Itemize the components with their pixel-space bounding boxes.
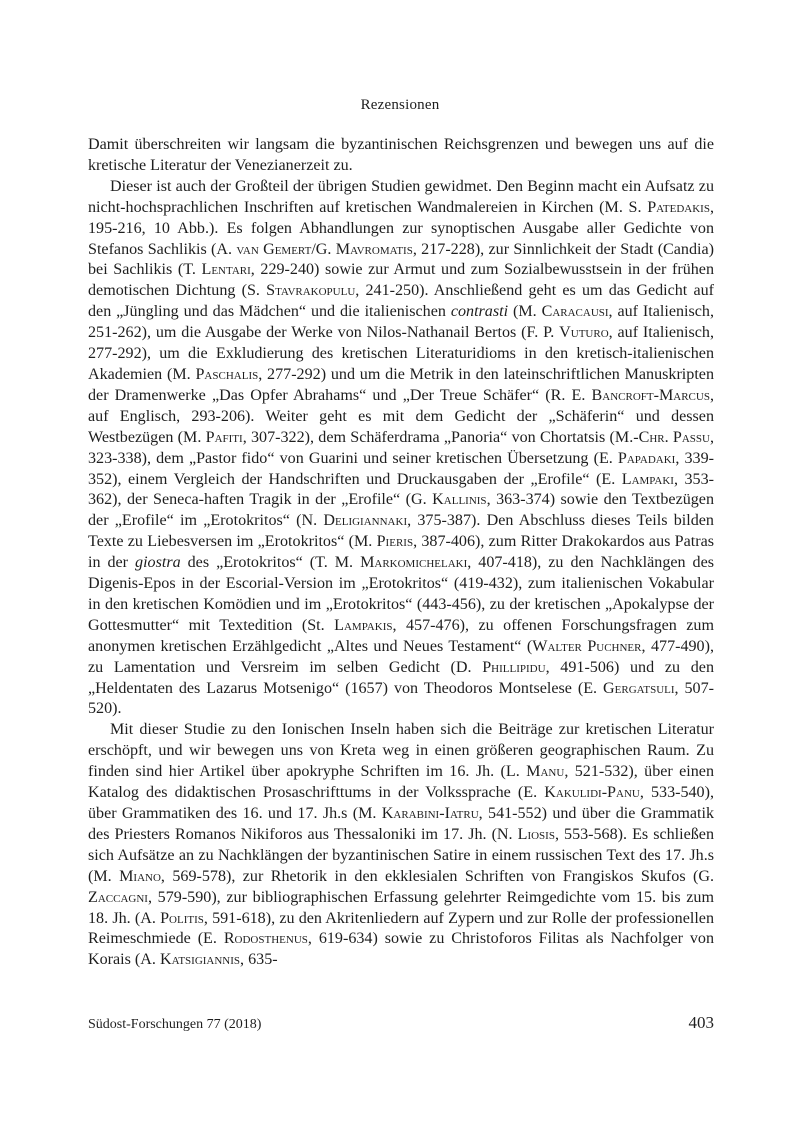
text-run: , 229-240) sowie zur Armut und zum Sozialbewusstsein in der frühen demotischen Dichtung (S. <box>88 261 714 300</box>
text-run: , 579-590), zur bibliographischen Erfassung gelehrter Reimgedichte vom 15. bis zum 18. Jh. (A. <box>88 888 714 927</box>
paragraph <box>88 177 714 721</box>
text-run: Mit dieser Studie zu den Ionischen Inseln haben sich die Beiträge zur kretischen Literatur erschöpft, und wir bewegen uns von Kreta weg in einen größeren geographischen Raum. Zu finden sind hier Artikel über apokryphe Schriften im 16. Jh. (L. <box>88 721 714 781</box>
author-name: Vuturo <box>559 324 609 342</box>
text-run: , 407-418), zu den Nachklängen des Digenis-Epos in der Escorial-Version im „Erotokritos“ (419-432), zum italienischen Vokabular in den kretischen Komödien und im „Erotokritos“ (443-456), zu der kretischen „Apokalypse der Gottesmutter“ mit Textedition (St. <box>88 554 714 634</box>
paragraph <box>88 720 714 971</box>
running-head: Rezensionen <box>360 97 440 113</box>
author-name: Markomichelaki <box>360 554 468 572</box>
text-run: , 195-216, 10 Abb.). Es folgen Abhandlungen zur synoptischen Ausgabe aller Gedichte von Stefanos Sachlikis (A. <box>88 198 714 258</box>
text-run: , 457-476), zu offenen Forschungsfragen zum anonymen kretischen Erzählgedicht „Altes und Neues Testament“ ( <box>88 616 714 655</box>
author-name: Pafiti <box>205 428 243 446</box>
author-name: Deligiannaki <box>323 512 408 530</box>
author-name: Phillipidu <box>482 658 546 676</box>
text-run: , auf Italienisch, 251-262), um die Ausgabe der Werke von Nilos-Nathanail Bertos (F. P. <box>88 303 714 342</box>
author-name: Rodosthenus <box>223 930 308 948</box>
text-run: , 375-387). Den Abschluss dieses Teils bilden Texte zu Liebesversen im „Erotokritos“ (M. <box>88 512 714 551</box>
author-name: Caracausi <box>541 303 609 321</box>
text-run: , 339-352), einem Vergleich der Handschriften und Druckausgaben der „Erofile“ (E. <box>88 449 714 488</box>
author-name: Politis <box>160 909 204 927</box>
author-name: Pieris <box>376 533 414 551</box>
author-name: Walter Puchner <box>532 637 642 655</box>
text-run: Dieser ist auch der Großteil der übrigen Studien gewidmet. Den Beginn macht ein Aufsatz zu nicht-hochsprachlichen Inschriften auf kretischen Wandmalereien in Kirchen (M. S. <box>88 177 714 216</box>
text-run: , 353-362), der Seneca-haften Tragik in der „Erofile“ (G. <box>88 470 714 509</box>
body-text <box>88 135 714 971</box>
text-run: , auf Italienisch, 277-292), um die Exkludierung des kretischen Literaturidioms in den kretisch-italienischen Akademien (M. <box>88 324 714 383</box>
author-name: Bancroft-Marcus <box>591 386 710 404</box>
author-name: Katsigiannis <box>159 951 241 969</box>
author-name: van Gemert <box>236 240 312 258</box>
text-run: (M. <box>508 303 542 321</box>
author-name: Miano <box>119 867 161 885</box>
text-run: , 491-506) und zu den „Heldentaten des Lazarus Motsenigo“ (1657) von Theodoros Montselese (E. <box>88 658 715 697</box>
author-name: Lampaki <box>621 470 674 488</box>
text-run: Damit überschreiten wir langsam die byzantinischen Reichsgrenzen und bewegen uns auf die kretische Literatur der Venezianerzeit zu. <box>88 136 714 174</box>
author-name: Kallinis <box>432 491 487 509</box>
footer-journal: Südost-Forschungen 77 (2018) <box>88 1017 262 1032</box>
author-name: Patedakis <box>647 198 710 216</box>
text-run: , 541-552) und über die Grammatik des Priesters Romanos Nikiforos aus Thessaloniki im 17. Jh. (N. <box>88 805 714 843</box>
italic-term: giostra <box>135 554 181 572</box>
author-name: Lampakis <box>334 616 393 634</box>
author-name: Lentari <box>201 261 251 279</box>
author-name: Chr. Passu <box>638 428 710 446</box>
author-name: Mavromatis <box>335 240 413 258</box>
text-run: des „Erotokritos“ (T. M. <box>180 554 361 572</box>
text-run: , auf Englisch, 293-206). Weiter geht es mit dem Gedicht der „Schäferin“ und dessen Westbezügen (M. <box>88 386 714 446</box>
text-run: , 521-532), über einen Katalog des didaktischen Prosaschrifttums in der Volkssprache (E. <box>88 763 714 802</box>
text-run: , 241-250). Anschließend geht es um das Gedicht auf den „Jüngling und das Mädchen“ und die italienischen <box>88 282 715 321</box>
page-number: 403 <box>688 1013 714 1032</box>
text-run: , 277-292) und um die Metrik in den lateinschriftlichen Manuskripten der Dramenwerke „Das Opfer Abrahams“ und „Der Treue Schäfer“ (R. E. <box>88 365 714 404</box>
text-run: , 363-374) sowie den Textbezügen der „Erofile“ im „Erotokritos“ (N. <box>88 491 714 530</box>
author-name: Gergatsuli <box>603 679 675 697</box>
text-run: , 307-322), dem Schäferdrama „Panoria“ von Chortatsis (M.- <box>242 428 639 446</box>
author-name: Stavrakopulu <box>266 282 356 300</box>
text-run: , 323-338), dem „Pastor fido“ von Guarini und seiner kretischen Übersetzung (E. <box>88 428 715 467</box>
text-run: , 533-540), über Grammatiken des 16. und 17. Jh.s (M. <box>88 784 714 822</box>
text-run: , 553-568). Es schließen sich Aufsätze an zu Nachklängen der byzantinischen Satire in einem russischen Text des 17. Jh.s (M. <box>88 825 714 885</box>
text-run: , 217-228), zur Sinnlichkeit der Stadt (Candia) bei Sachlikis (T. <box>88 240 714 279</box>
text-run: , 477-490), zu Lamentation und Versreim im selben Gedicht (D. <box>88 637 714 676</box>
author-name: Kakulidi-Panu <box>544 784 640 802</box>
author-name: Karabini-Iatru <box>381 805 479 822</box>
author-name: Zaccagni <box>88 888 148 906</box>
text-run: , 591-618), zu den Akritenliedern auf Zypern und zur Rolle der professionellen Reimeschmiede (E. <box>88 909 714 948</box>
text-run: , 507-520). <box>88 679 715 718</box>
author-name: Papadaki <box>617 449 676 467</box>
text-run: , 569-578), zur Rhetorik in den ekklesialen Schriften von Frangiskos Skufos (G. <box>160 867 714 885</box>
paragraph <box>88 135 714 177</box>
italic-term: contrasti <box>450 303 509 321</box>
text-run: , 387-406), zum Ritter Drakokardos aus Patras in der <box>88 533 714 572</box>
text-run: , 635- <box>240 951 278 969</box>
text-run: /G. <box>311 240 336 258</box>
author-name: Liosis <box>517 825 555 843</box>
author-name: Manu <box>526 763 565 781</box>
text-run: , 619-634) sowie zu Christoforos Filitas als Nachfolger von Korais (A. <box>88 930 715 969</box>
author-name: Paschalis <box>195 365 259 383</box>
